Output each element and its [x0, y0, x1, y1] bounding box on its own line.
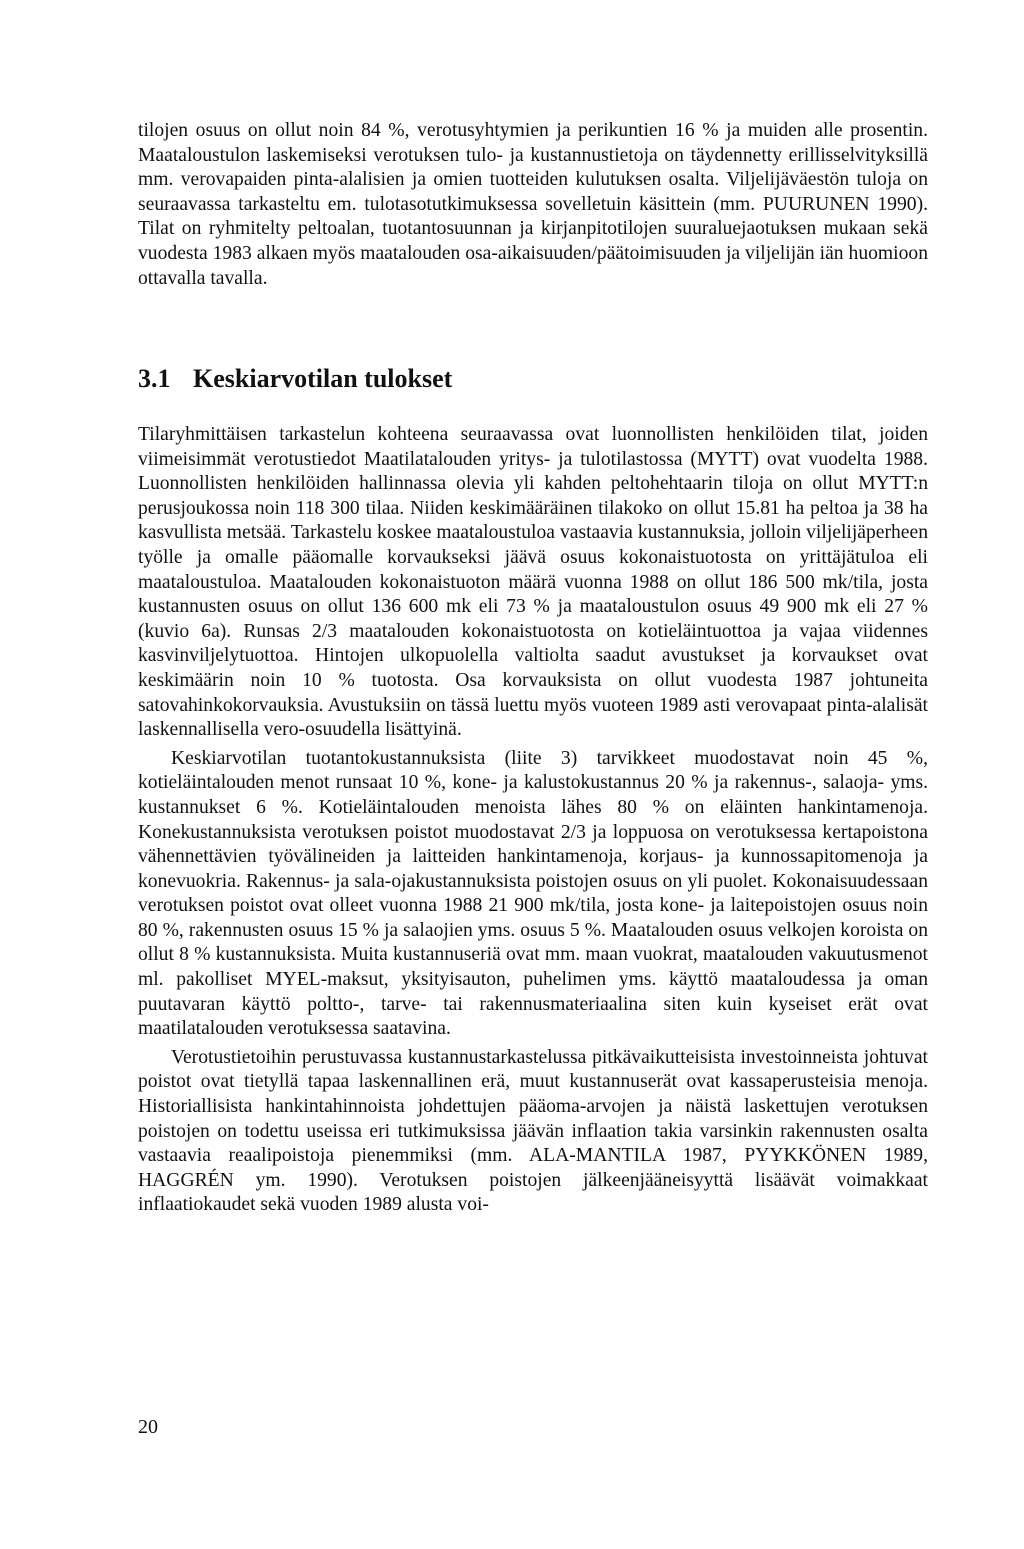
page-number: 20 [138, 1416, 158, 1438]
section-heading [138, 364, 452, 394]
intro-paragraph: tilojen osuus on ollut noin 84 %, verotusyhtymien ja perikuntien 16 % ja muiden alle prosentin. Maataloustulon laskemiseksi verotuksen tulo- ja kustannustietoja on täydennetty erillisselvityksillä mm. verovapaiden pinta-alalisien ja omien tuotteiden kulutuksen osalta. Viljelijäväestön tuloja on seuraavassa tarkasteltu em. tulotasotutkimuksessa sovelletuin käsittein (mm. PUURUNEN 1990). Tilat on ryhmitelty peltoalan, tuotantosuunnan ja kirjanpitotilojen suuraluejaotuksen mukaan sekä vuodesta 1983 alkaen myös maatalouden osa-aikaisuuden/päätoimisuuden ja viljelijän iän huomioon ottavalla tavalla. [138, 120, 928, 289]
section-body [138, 423, 928, 1218]
paragraph-1: Tilaryhmittäisen tarkastelun kohteena seuraavassa ovat luonnollisten henkilöiden tilat, joiden viimeisimmät verotustiedot Maatilatalouden yritys- ja tulotilastossa (MYTT) ovat vuodelta 1988. Luonnollisten henkilöiden hallinnassa olevia yli kahden peltohehtaarin tiloja on ollut MYTT:n perusjoukossa noin 118 300 tilaa. Niiden keskimääräinen tilakoko on ollut 15.81 ha peltoa ja 38 ha kasvullista metsää. Tarkastelu koskee maataloustuloa vastaavia kustannuksia, jolloin viljelijäperheen työlle ja omalle pääomalle korvaukseksi jäävä osuus kokonaistuotosta on yrittäjätuloa eli maataloustuloa. Maatalouden kokonaistuoton määrä vuonna 1988 on ollut 186 500 mk/tila, josta kustannusten osuus on ollut 136 600 mk eli 73 % ja maataloustulon osuus 49 900 mk eli 27 % (kuvio 6a). Runsas 2/3 maatalouden kokonaistuotosta on kotieläintuottoa ja vajaa viidennes kasvinviljelytuottoa. Hintojen ulkopuolella valtiolta saadut avustukset ja korvaukset ovat keskimäärin noin 10 % tuotosta. Osa korvauksista on ollut vuodesta 1987 johtuneita satovahinkokorvauksia. Avustuksiin on tässä luettu myös vuoteen 1989 asti verovapaat pinta-alalisät laskennallisella vero-osuudella lisättyinä. [138, 424, 928, 741]
paragraph-2: Keskiarvotilan tuotantokustannuksista (liite 3) tarvikkeet muodostavat noin 45 %, kotieläintalouden menot runsaat 10 %, kone- ja kalustokustannus 20 % ja rakennus-, salaoja- yms. kustannukset 6 %. Kotieläintalouden menoista lähes 80 % on eläinten hankintamenoja. Konekustannuksista verotuksen poistot muodostavat 2/3 ja loppuosa on verotuksessa kertapoistona vähennettävien työvälineiden ja laitteiden hankintamenoja, korjaus- ja kunnossapitomenoja ja konevuokria. Rakennus- ja sala-ojakustannuksista poistojen osuus on yli puolet. Kokonaisuudessaan verotuksen poistot ovat olleet vuonna 1988 21 900 mk/tila, josta kone- ja laitepoistojen osuus noin 80 %, rakennusten osuus 15 % ja salaojien yms. osuus 5 %. Maatalouden osuus velkojen koroista on ollut 8 % kustannuksista. Muita kustannuseriä ovat mm. maan vuokrat, maatalouden vakuutusmenot ml. pakolliset MYEL-maksut, yksityisauton, puhelimen yms. käyttö maataloudessa ja oman puutavaran käyttö poltto-, tarve- tai rakennusmateriaalina siten kuin kyseiset erät ovat maatilatalouden verotuksessa saatavina. [138, 747, 928, 1040]
section-number: 3.1 [138, 364, 171, 393]
paragraph-3: Verotustietoihin perustuvassa kustannustarkastelussa pitkävaikutteisista investoinneista johtuvat poistot ovat tietyllä tapaa laskennallinen erä, muut kustannuserät ovat kassaperusteisia menoja. Historiallisista hankintahinnoista johdettujen pääoma-arvojen ja näistä laskettujen verotuksen poistojen on todettu useissa eri tutkimuksissa jäävän inflaation takia varsinkin rakennusten osalta vastaavia reaalipoistoja pienemmiksi (mm. ALA-MANTILA 1987, PYYKKÖNEN 1989, HAGGRÉN ym. 1990). Verotuksen poistojen jälkeenjääneisyyttä lisäävät voimakkaat inflaatiokaudet sekä vuoden 1989 alusta voi- [138, 1046, 928, 1216]
intro-text-block [138, 119, 928, 291]
section-title: Keskiarvotilan tulokset [193, 364, 453, 393]
